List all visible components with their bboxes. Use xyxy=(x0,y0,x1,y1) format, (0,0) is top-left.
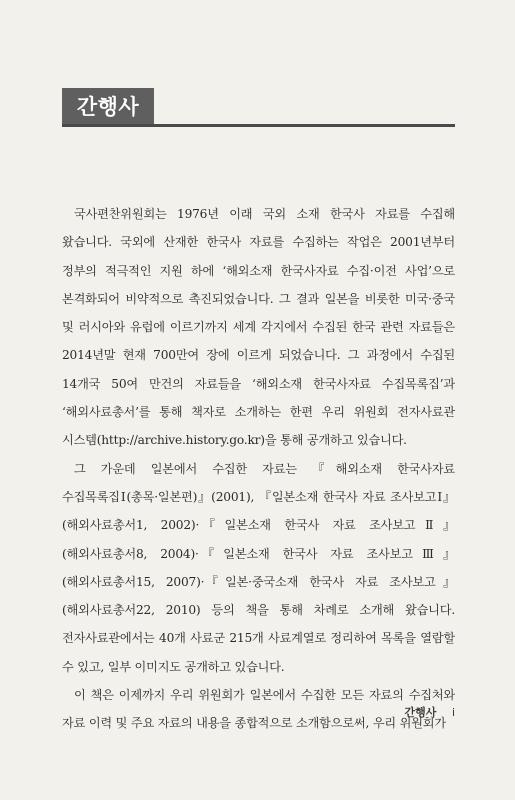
body-text xyxy=(62,200,455,738)
chapter-title-rule xyxy=(62,124,455,127)
page-number: i xyxy=(451,706,455,719)
paragraph: 그 가운데 일본에서 수집한 자료는 『해외소재 한국사자료 수집목록집Ⅰ(총목·일본편)』(2001), 『일본소재 한국사 자료 조사보고Ⅰ』(해외사료총서1, 2002)·『일본소재 한국사 자료 조사보고Ⅱ』(해외사료총서8, 2004)·『일본소재 한국사 자료 조사보고Ⅲ』(해외사료총서15, 2007)·『일본·중국소재 한국사 자료 조사보고』(해외사료총서22, 2010) 등의 책을 통해 차례로 소개해 왔습니다. 전자사료관에서는 40개 사료군 215개 사료계열로 정리하여 목록을 열람할 수 있고, 일부 이미지도 공개하고 있습니다. xyxy=(62,461,455,674)
running-footer-label: 간행사 xyxy=(404,706,437,719)
paragraph: 이 책은 이제까지 우리 위원회가 일본에서 수집한 모든 자료의 수집처와 자료 이력 및 주요 자료의 내용을 종합적으로 소개함으로써, 우리 위원회가 xyxy=(62,688,455,731)
page-footer xyxy=(405,704,455,720)
chapter-title: 간행사 xyxy=(62,88,154,126)
paragraph: 국사편찬위원회는 1976년 이래 국외 소재 한국사 자료를 수집해 왔습니다. 국외에 산재한 한국사 자료를 수집하는 작업은 2001년부터 정부의 적극적인 지원 하에 ‘해외소재 한국사자료 수집·이전 사업’으로 본격화되어 비약적으로 촉진되었습니다. 그 결과 일본을 비롯한 미국·중국 및 러시아와 유럽에 이르기까지 세계 각지에서 수집된 한국 관련 자료들은 2014년말 현재 700만여 장에 이르게 되었습니다. 그 과정에서 수집된 14개국 50여 만건의 자료들을 ‘해외소재 한국사자료 수집목록집’과 ‘해외사료총서’를 통해 책자로 소개하는 한편 우리 위원회 전자사료관 시스템(http://archive.history.go.kr)을 통해 공개하고 있습니다. xyxy=(62,207,455,448)
